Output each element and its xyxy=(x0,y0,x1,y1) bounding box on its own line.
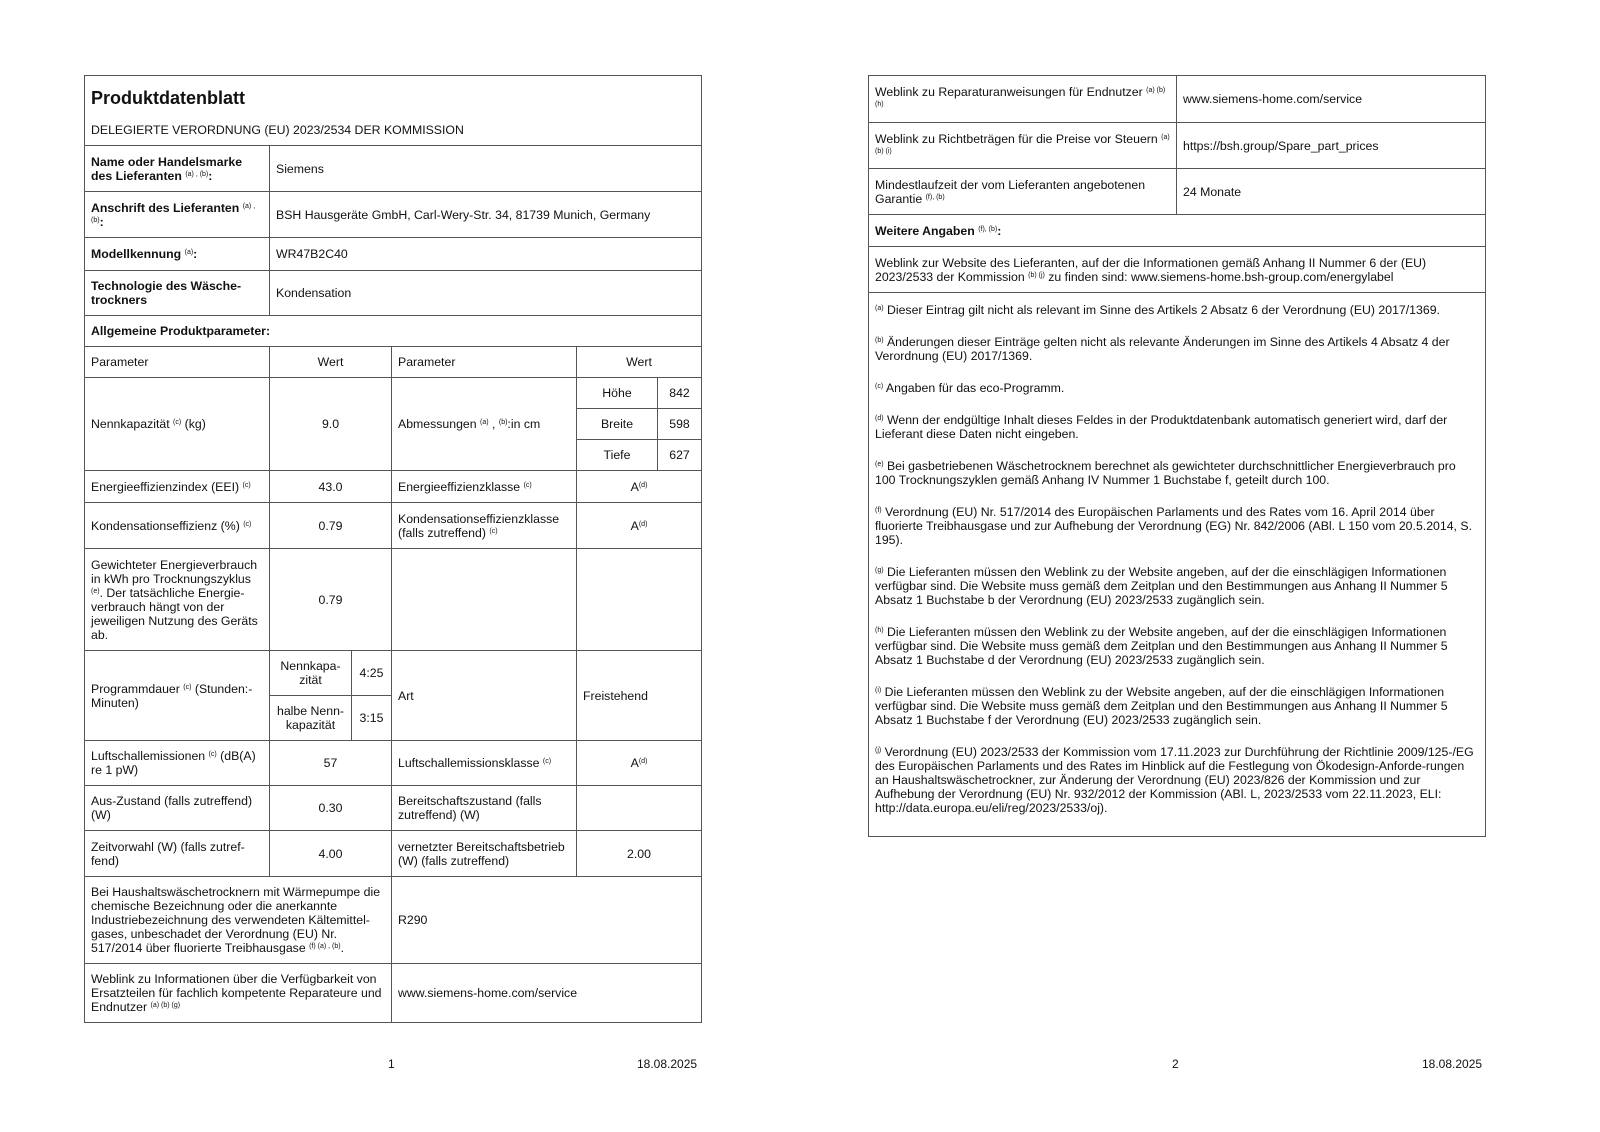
height-label: Höhe xyxy=(577,378,658,409)
footnote xyxy=(875,413,1479,441)
product-datasheet-table xyxy=(84,75,702,1023)
noise-value: 57 xyxy=(270,741,392,786)
footnote-text: Angaben für das eco-Programm. xyxy=(885,381,1065,395)
more-info-heading: Weitere Angaben $^{(f), (b)}$: xyxy=(869,215,1486,247)
warranty-label: Mindestlaufzeit der vom Lieferanten angebotenen Garantie $^{(f), (b)}$ xyxy=(869,169,1177,215)
footnote-text: Verordnung (EU) Nr. 517/2014 des Europäischen Parlaments und des Rates vom 16. April 2014 über fluorierte Treibhausgase und zur Aufhebung der Verordnung (EG) Nr. 842/2006 (ABl. L 150 vom 20.5.2014, S. 195). xyxy=(875,505,1473,547)
full-capacity-label: Nennkapa-zität xyxy=(270,651,352,696)
page-number: 2 xyxy=(1172,1057,1179,1071)
weighted-energy-value: 0.79 xyxy=(270,549,392,651)
repair-label: Weblink zu Reparaturanweisungen für Endnutzer $^{(a) (b) (h)}$ xyxy=(869,76,1177,123)
page-number: 1 xyxy=(388,1057,395,1071)
footnote xyxy=(875,505,1479,547)
condensation-label: Kondensationseffizienz (%) $^{(c)}$ xyxy=(85,503,270,549)
footnote-text: Die Lieferanten müssen den Weblink zu der Website angeben, auf der die einschlägigen Informationen verfügbar sind. Die Website muss gemäß dem Zeitplan und den Bestimmungen aus Anhang II Nummer 5 Absatz 1 Buchstabe f der Verordnung (EU) 2023/2533 zugänglich sein. xyxy=(875,685,1448,727)
capacity-label: Nennkapazität $^{(c)}$ (kg) xyxy=(85,378,270,471)
width-label: Breite xyxy=(577,409,658,440)
delay-start-value: 4.00 xyxy=(270,831,392,877)
energy-class: $A^{(d)}$ xyxy=(577,471,702,503)
noise-label: Luftschallemissionen $^{(c)}$ (dB(A) re 1 pW) xyxy=(85,741,270,786)
footnote xyxy=(875,459,1479,487)
refrigerant-label: Bei Haushaltswäschetrocknern mit Wärmepumpe die chemische Bezeichnung oder die anerkannte Industriebezeichnung des verwendeten Kältemittel-gases, unbeschadet der Verordnung (EU) Nr. 517/2014 über fluorierte Treibhausgase $^{(f) (a) , (b)}$. xyxy=(85,877,392,964)
regulation-subtitle: DELEGIERTE VERORDNUNG (EU) 2023/2534 DER KOMMISSION xyxy=(85,116,702,146)
full-capacity-duration: 4:25 xyxy=(352,651,392,696)
warranty-value: 24 Monate xyxy=(1177,169,1486,215)
delay-start-label: Zeitvorwahl (W) (falls zutref-fend) xyxy=(85,831,270,877)
energy-class-label: Energieeffizienzklasse $^{(c)}$ xyxy=(392,471,577,503)
depth-label: Tiefe xyxy=(577,440,658,471)
standby-value xyxy=(577,786,702,831)
footnote-text: Bei gasbetriebenen Wäschetrocknem berechnet als gewichteter durchschnittlicher Energieverbrauch pro 100 Trocknungszyklen gemäß Anhang IV Nummer 1 Buchstabe f, geteilt durch 100. xyxy=(875,459,1456,487)
footnote xyxy=(875,303,1479,317)
height-value: 842 xyxy=(658,378,702,409)
prices-label: Weblink zu Richtbeträgen für die Preise vor Steuern $^{(a) (b) (i)}$ xyxy=(869,123,1177,169)
footnote-text: Wenn der endgültige Inhalt dieses Feldes in der Produktdatenbank automatisch generiert wird, darf der Lieferant diese Daten nicht eingeben. xyxy=(875,413,1448,441)
footnote-mark: (h) xyxy=(875,627,884,634)
empty-cell xyxy=(392,549,577,651)
product-datasheet-table-page2 xyxy=(868,75,1486,837)
footnote-text: Änderungen dieser Einträge gelten nicht als relevante Änderungen im Sinne des Artikels 4 Absatz 4 der Verordnung (EU) 2017/1369. xyxy=(875,335,1450,363)
footnote-mark: (c) xyxy=(875,383,884,390)
general-heading: Allgemeine Produktparameter: xyxy=(85,316,702,347)
networked-standby-value: 2.00 xyxy=(577,831,702,877)
standby-label: Bereitschaftszustand (falls zutreffend) (W) xyxy=(392,786,577,831)
off-mode-value: 0.30 xyxy=(270,786,392,831)
footnote-text: Die Lieferanten müssen den Weblink zu der Website angeben, auf der die einschlägigen Informationen verfügbar sind. Die Website muss gemäß dem Zeitplan und den Bestimmungen aus Anhang II Nummer 5 Absatz 1 Buchstabe d der Verordnung (EU) 2023/2533 zugänglich sein. xyxy=(875,625,1448,667)
footnote-mark: (d) xyxy=(875,415,884,422)
footnote xyxy=(875,685,1479,727)
type-value: Freistehend xyxy=(577,651,702,741)
condensation-class-label: Kondensationseffizienzklasse (falls zutreffend) $^{(c)}$ xyxy=(392,503,577,549)
footnote-mark: (g) xyxy=(875,567,884,574)
supplier-name-label: Name oder Handelsmarke des Lieferanten $^{(a) , (b)}$: xyxy=(85,146,270,192)
condensation-value: 0.79 xyxy=(270,503,392,549)
footnote xyxy=(875,625,1479,667)
footnote-mark: (i) xyxy=(875,687,882,694)
footnote xyxy=(875,335,1479,363)
footnote-mark: (b) xyxy=(875,337,884,344)
prices-link[interactable]: https://bsh.group/Spare_part_prices xyxy=(1177,123,1486,169)
footnote-text: Verordnung (EU) 2023/2533 der Kommission vom 17.11.2023 zur Durchführung der Richtlinie 2009/125-/EG des Europäischen Parlaments und des Rates im Hinblick auf die Festlegung von Ökodesign-Anforde-rungen an Haushaltswäschetrockner, zur Änderung der Verordnung (EU) 2023/826 der Kommission und zur Aufhebung der Verordnung (EU) Nr. 932/2012 der Kommission (ABl. L, 2023/2533 vom 22.11.2023, ELI: http://data.europa.eu/eli/reg/2023/2533/oj). xyxy=(875,745,1474,815)
dimensions-label: Abmessungen $^{(a)}$ , $^{(b)}$:in cm xyxy=(392,378,577,471)
empty-cell xyxy=(577,549,702,651)
col-parameter: Parameter xyxy=(392,347,577,378)
networked-standby-label: vernetzter Bereitschaftsbetrieb (W) (falls zutreffend) xyxy=(392,831,577,877)
address: BSH Hausgeräte GmbH, Carl-Wery-Str. 34, 81739 Munich, Germany xyxy=(270,192,702,238)
footnotes xyxy=(869,293,1486,837)
footnote-mark: (a) xyxy=(875,305,884,312)
col-value: Wert xyxy=(270,347,392,378)
footnote-mark: (f) xyxy=(875,507,882,514)
footnote xyxy=(875,745,1479,815)
type-label: Art xyxy=(392,651,577,741)
depth-value: 627 xyxy=(658,440,702,471)
refrigerant-value: R290 xyxy=(392,877,702,964)
page-date: 18.08.2025 xyxy=(1422,1057,1483,1071)
noise-class-label: Luftschallemissionsklasse $^{(c)}$ xyxy=(392,741,577,786)
col-parameter: Parameter xyxy=(85,347,270,378)
half-capacity-duration: 3:15 xyxy=(352,696,392,741)
technology-label: Technologie des Wäsche-trockners xyxy=(85,271,270,316)
duration-label: Programmdauer $^{(c)}$ (Stunden:-Minuten) xyxy=(85,651,270,741)
half-capacity-label: halbe Nenn-kapazität xyxy=(270,696,352,741)
eei-label: Energieeffizienzindex (EEI) $^{(c)}$ xyxy=(85,471,270,503)
noise-class: $A^{(d)}$ xyxy=(577,741,702,786)
technology: Kondensation xyxy=(270,271,702,316)
model-id: WR47B2C40 xyxy=(270,238,702,271)
eei-value: 43.0 xyxy=(270,471,392,503)
col-value: Wert xyxy=(577,347,702,378)
spare-parts-label: Weblink zu Informationen über die Verfügbarkeit von Ersatzteilen für fachlich kompetente Reparateure und Endnutzer $^{(a) (b) (g)}$ xyxy=(85,964,392,1023)
condensation-class: $A^{(d)}$ xyxy=(577,503,702,549)
footnote-text: Dieser Eintrag gilt nicht als relevant im Sinne des Artikels 2 Absatz 6 der Verordnung (EU) 2017/1369. xyxy=(886,303,1440,317)
page-date: 18.08.2025 xyxy=(637,1057,698,1071)
footnote xyxy=(875,565,1479,607)
footnote-text: Die Lieferanten müssen den Weblink zu der Website angeben, auf der die einschlägigen Informationen verfügbar sind. Die Website muss gemäß dem Zeitplan und den Bestimmungen aus Anhang II Nummer 5 Absatz 1 Buchstabe b der Verordnung (EU) 2023/2533 zugänglich sein. xyxy=(875,565,1448,607)
width-value: 598 xyxy=(658,409,702,440)
supplier-name: Siemens xyxy=(270,146,702,192)
spare-parts-link[interactable]: www.siemens-home.com/service xyxy=(392,964,702,1023)
weighted-energy-label: Gewichteter Energieverbrauch in kWh pro Trocknungszyklus $^{(e)}$. Der tatsächliche Energie-verbrauch hängt von der jeweiligen Nutzung des Geräts ab. xyxy=(85,549,270,651)
footnote xyxy=(875,381,1479,395)
repair-link[interactable]: www.siemens-home.com/service xyxy=(1177,76,1486,123)
capacity-value: 9.0 xyxy=(270,378,392,471)
off-mode-label: Aus-Zustand (falls zutreffend) (W) xyxy=(85,786,270,831)
model-label: Modellkennung $^{(a)}$: xyxy=(85,238,270,271)
footnote-mark: (j) xyxy=(875,747,882,754)
address-label: Anschrift des Lieferanten $^{(a) , (b)}$: xyxy=(85,192,270,238)
footnote-mark: (e) xyxy=(875,461,884,468)
page-title: Produktdatenblatt xyxy=(85,76,702,116)
energylabel-weblink: Weblink zur Website des Lieferanten, auf der die Informationen gemäß Anhang II Nummer 6 der (EU) 2023/2533 der Kommission $^{(b) (j)}$ zu finden sind: www.siemens-home.bsh-group.com/energylabel xyxy=(869,247,1486,293)
